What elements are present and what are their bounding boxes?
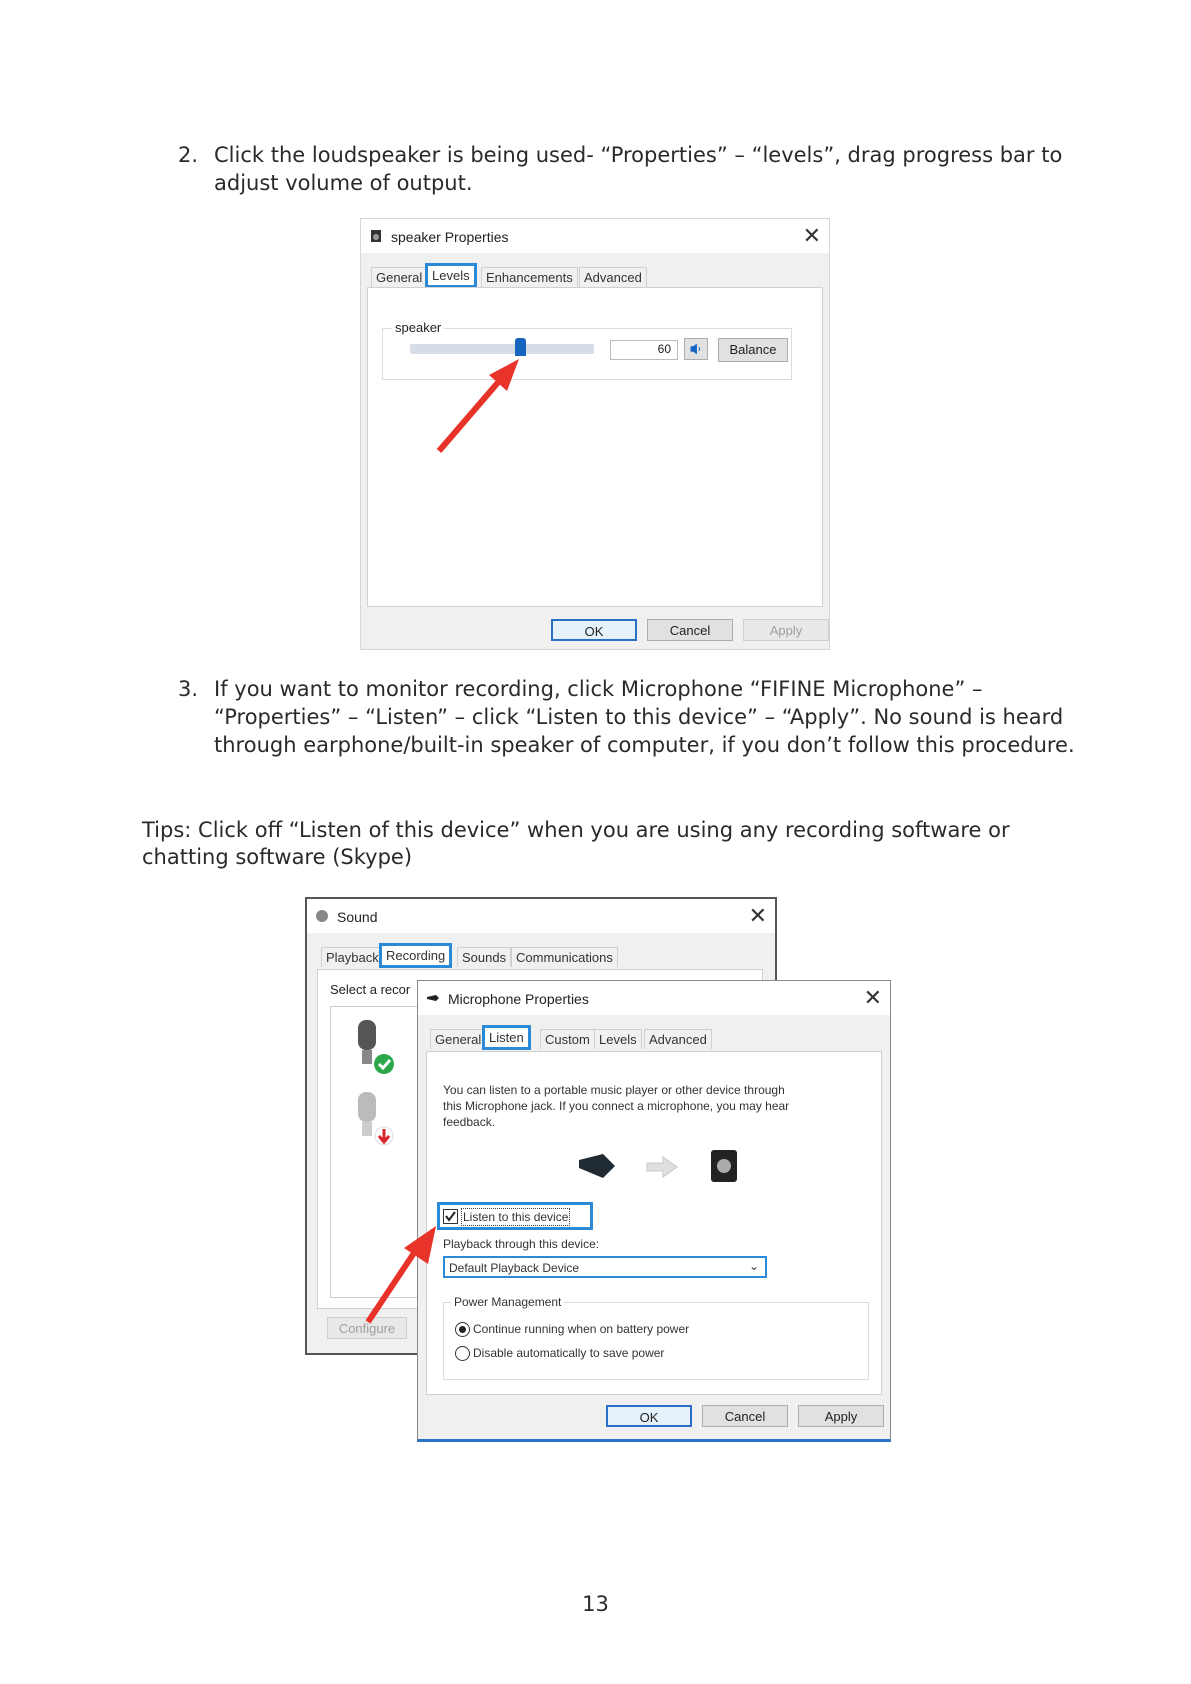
playback-device-value: Default Playback Device: [449, 1261, 580, 1275]
chevron-down-icon: ⌄: [748, 1259, 759, 1273]
step-3-line-1: If you want to monitor recording, click Microphone “FIFINE Microphone” –: [214, 677, 983, 701]
ok-button[interactable]: OK: [551, 619, 637, 641]
tab-playback[interactable]: Playback: [321, 947, 384, 967]
tab-general[interactable]: General: [430, 1029, 486, 1049]
volume-icon: [685, 339, 707, 359]
tab-enhancements[interactable]: Enhancements: [481, 267, 578, 287]
tab-general[interactable]: General: [371, 267, 427, 287]
tab-levels[interactable]: Levels: [425, 263, 477, 288]
arrow-right-icon: [645, 1154, 679, 1180]
radio-continue[interactable]: [455, 1322, 470, 1337]
title-bar: [361, 219, 829, 253]
microphone-icon: [348, 1016, 398, 1076]
page-number: 13: [582, 1592, 609, 1616]
radio-disable[interactable]: [455, 1346, 470, 1361]
dialog-title: Microphone Properties: [448, 991, 589, 1007]
title-bar: [418, 981, 890, 1015]
tab-communications[interactable]: Communications: [511, 947, 618, 967]
power-management-label: Power Management: [451, 1294, 564, 1310]
listen-description: [443, 1082, 873, 1130]
annotation-arrow: [431, 339, 551, 459]
microphone-properties-dialog: [417, 980, 891, 1442]
select-device-text: Select a recor: [330, 982, 411, 997]
group-label: speaker: [392, 320, 444, 335]
tips-line-2: chatting software (Skype): [142, 845, 413, 869]
sound-icon: [315, 909, 329, 923]
dialog-title: speaker Properties: [391, 229, 509, 245]
tab-sounds[interactable]: Sounds: [457, 947, 511, 967]
mute-button[interactable]: [684, 338, 708, 360]
listen-panel: [426, 1051, 882, 1395]
microphone-disabled-icon: [348, 1088, 398, 1148]
close-icon[interactable]: ✕: [748, 903, 767, 928]
annotation-arrow: [360, 1210, 450, 1330]
tab-recording[interactable]: Recording: [379, 943, 452, 968]
close-icon[interactable]: ✕: [863, 985, 882, 1010]
power-management-group: [443, 1302, 869, 1380]
speaker-properties-dialog: [360, 218, 830, 650]
apply-button[interactable]: Apply: [743, 619, 829, 641]
ok-button[interactable]: OK: [606, 1405, 692, 1427]
tips-line-1: Tips: Click off “Listen of this device” when you are using any recording software or: [142, 818, 1010, 842]
apply-button[interactable]: Apply: [798, 1405, 884, 1427]
step-3-line-2: “Properties” – “Listen” – click “Listen to this device” – “Apply”. No sound is heard: [214, 705, 1064, 729]
microphone-small-icon: [426, 991, 440, 1005]
tab-custom[interactable]: Custom: [540, 1029, 595, 1049]
description-line-1: You can listen to a portable music player or other device through: [443, 1083, 785, 1097]
tab-advanced[interactable]: Advanced: [579, 267, 647, 287]
listen-checkbox-label[interactable]: Listen to this device: [463, 1210, 569, 1224]
speaker-device-icon: [709, 1148, 739, 1184]
step-2-line-1: Click the loudspeaker is being used- “Properties” – “levels”, drag progress bar to: [214, 143, 1063, 167]
radio-disable-label[interactable]: Disable automatically to save power: [473, 1346, 665, 1360]
cancel-button[interactable]: Cancel: [647, 619, 733, 641]
description-line-3: feedback.: [443, 1115, 496, 1129]
radio-continue-label[interactable]: Continue running when on battery power: [473, 1322, 690, 1336]
level-value: 60: [657, 342, 671, 356]
tips: [142, 817, 1062, 871]
balance-button[interactable]: Balance: [718, 338, 788, 362]
playback-label: Playback through this device:: [443, 1237, 600, 1251]
title-bar: [307, 899, 775, 933]
radio-dot: [459, 1326, 466, 1333]
level-value-box: [610, 340, 678, 360]
dialog-title: Sound: [337, 909, 378, 925]
tab-advanced[interactable]: Advanced: [644, 1029, 712, 1049]
description-line-2: this Microphone jack. If you connect a microphone, you may hear: [443, 1099, 790, 1113]
step-3-line-3: through earphone/built-in speaker of computer, if you don’t follow this procedure.: [214, 733, 1075, 757]
step-number: 3.: [178, 677, 199, 701]
speaker-icon: [369, 229, 383, 243]
tab-levels[interactable]: Levels: [594, 1029, 642, 1049]
step-number: 2.: [178, 143, 199, 167]
playback-device-select[interactable]: [443, 1256, 767, 1278]
microphone-device-icon: [577, 1150, 621, 1184]
step-2-line-2: adjust volume of output.: [214, 171, 473, 195]
tab-listen[interactable]: Listen: [482, 1025, 531, 1050]
close-icon[interactable]: ✕: [802, 223, 821, 248]
configure-button[interactable]: Configure: [327, 1317, 407, 1339]
cancel-button[interactable]: Cancel: [702, 1405, 788, 1427]
